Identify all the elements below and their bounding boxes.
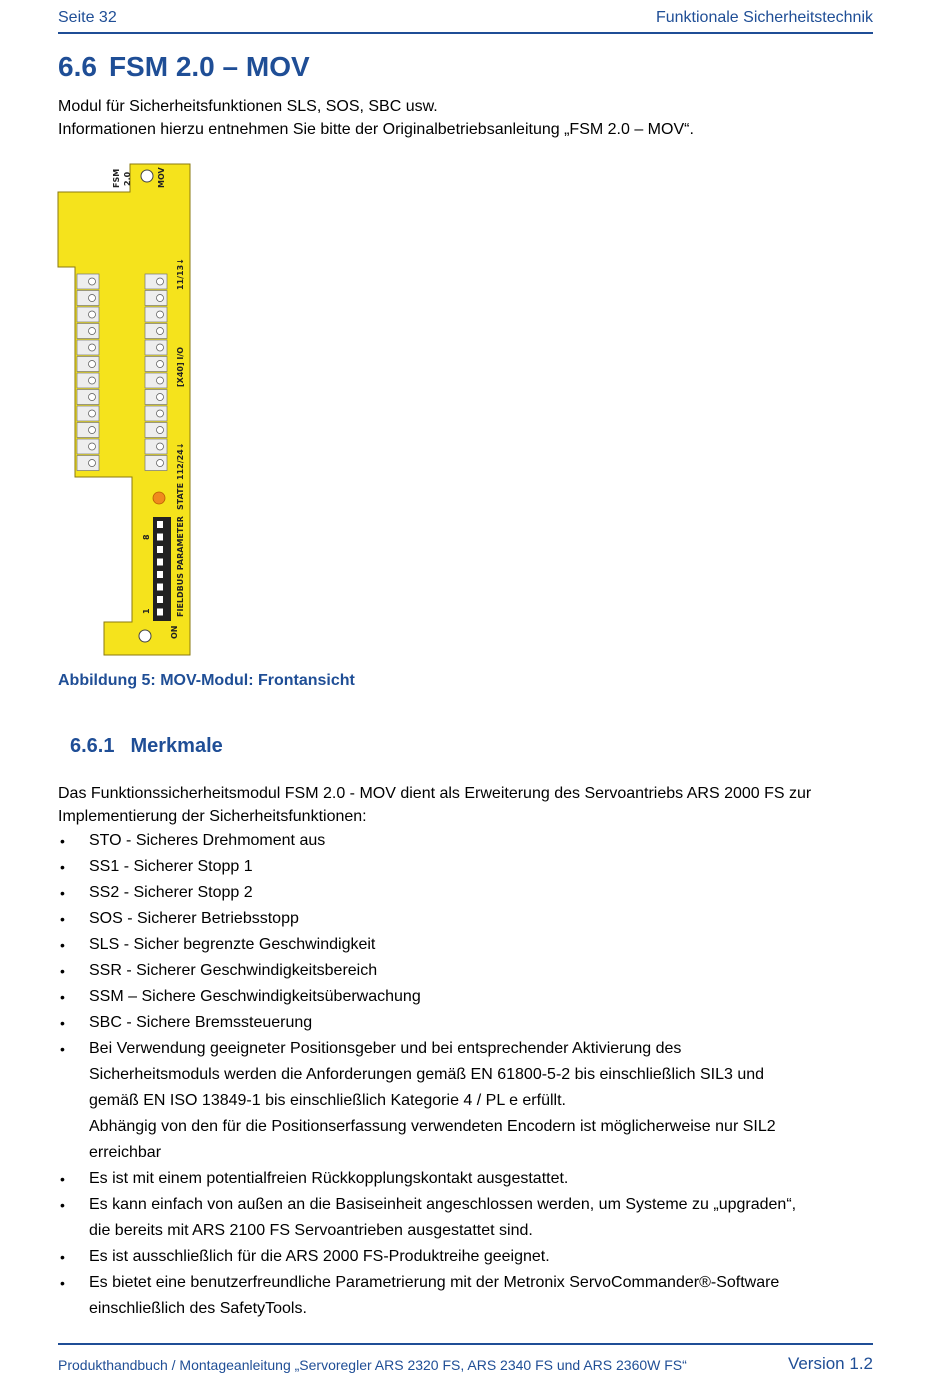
terminal-screw (89, 278, 96, 285)
feature-list-item (58, 984, 873, 1010)
terminal-screw (89, 377, 96, 384)
feature-line: SLS - Sicher begrenzte Geschwindigkeit (89, 936, 376, 953)
feature-list-item (58, 1010, 873, 1036)
feature-line: SS1 - Sicherer Stopp 1 (89, 858, 253, 875)
feature-line: SBC - Sichere Bremssteuerung (89, 1014, 313, 1031)
intro-line-2: Informationen hierzu entnehmen Sie bitte der Originalbetriebsanleitung „FSM 2.0 – MOV“. (58, 121, 694, 138)
terminal-screw (157, 460, 164, 467)
dip-high-label: 8 (142, 534, 151, 540)
terminal-screw (89, 328, 96, 335)
feature-list-item (58, 1166, 873, 1192)
section-title: FSM 2.0 – MOV (108, 51, 310, 82)
terminal-screw (89, 410, 96, 417)
dip-lever (157, 584, 163, 591)
on-label: ON (170, 625, 179, 639)
bullet-icon: • (60, 1275, 65, 1291)
bullet-icon: • (60, 1249, 65, 1265)
dip-low-label: 1 (142, 608, 151, 614)
feature-line: gemäß EN ISO 13849-1 bis einschließlich Kategorie 4 / PL e erfüllt. (89, 1092, 566, 1109)
dip-lever (157, 559, 163, 566)
page-number: Seite 32 (58, 9, 117, 26)
page-header (58, 9, 873, 31)
version-label: 2.0 (123, 171, 132, 186)
pins-bottom-label: 112/24↓ (176, 442, 185, 480)
bullet-icon: • (60, 963, 65, 979)
bullet-icon: • (60, 1041, 65, 1057)
figure-caption: Abbildung 5: MOV-Modul: Frontansicht (58, 672, 355, 689)
terminal-screw (157, 344, 164, 351)
terminal-screw (89, 394, 96, 401)
feature-list-item (58, 1192, 873, 1244)
subsection-title: Merkmale (130, 735, 223, 757)
header-divider (58, 32, 873, 34)
feature-line: Es ist mit einem potentialfreien Rückkopplungskontakt ausgestattet. (89, 1170, 569, 1187)
feature-line: Es bietet eine benutzerfreundliche Parametrierung mit der Metronix ServoCommander®-Software (89, 1274, 780, 1291)
x40-label: [X40] I/O (176, 346, 185, 387)
feature-line: SS2 - Sicherer Stopp 2 (89, 884, 253, 901)
feature-list-item (58, 906, 873, 932)
feature-line: SOS - Sicherer Betriebsstopp (89, 910, 299, 927)
subsection-number: 6.6.1 (70, 735, 115, 757)
terminal-screw (157, 394, 164, 401)
feature-line: STO - Sicheres Drehmoment aus (89, 832, 326, 849)
terminal-screw (157, 377, 164, 384)
terminal-screw (89, 443, 96, 450)
terminal-screw (89, 460, 96, 467)
pins-top-label: 11/13↓ (176, 258, 185, 290)
intro-line-1: Modul für Sicherheitsfunktionen SLS, SOS, SBC usw. (58, 98, 438, 115)
section-heading (58, 51, 310, 83)
chapter-title: Funktionale Sicherheitstechnik (655, 9, 873, 26)
state-label: STATE (176, 482, 185, 510)
terminal-screw (157, 311, 164, 318)
footer-version: Version 1.2 (787, 1354, 873, 1373)
terminal-screw (157, 443, 164, 450)
feature-list-item (58, 880, 873, 906)
intro-paragraph: Das Funktionssicherheitsmodul FSM 2.0 - MOV dient als Erweiterung des Servoantriebs ARS 2000 FS zur Implementierung der Sicherheitsfunktionen: (58, 785, 812, 825)
feature-list-item (58, 1270, 873, 1322)
footer-divider (58, 1343, 873, 1345)
state-led (153, 492, 165, 504)
bullet-icon: • (60, 937, 65, 953)
mov-label: MOV (157, 167, 166, 188)
dip-lever (157, 534, 163, 541)
feature-list-item (58, 1036, 873, 1166)
dip-lever (157, 521, 163, 528)
terminal-screw (157, 427, 164, 434)
subsection-heading (70, 735, 223, 758)
terminal-screw (157, 361, 164, 368)
feature-line: einschließlich des SafetyTools. (89, 1300, 307, 1317)
feature-line: die bereits mit ARS 2100 FS Servoantrieben ausgestattet sind. (89, 1222, 533, 1239)
terminal-screw (157, 328, 164, 335)
fsm-label: FSM (112, 168, 121, 188)
dip-lever (157, 609, 163, 616)
dip-lever (157, 546, 163, 553)
feature-line: Es ist ausschließlich für die ARS 2000 FS-Produktreihe geeignet. (89, 1248, 550, 1265)
terminal-screw (157, 410, 164, 417)
bullet-icon: • (60, 1197, 65, 1213)
dip-lever (157, 571, 163, 578)
dip-lever (157, 596, 163, 603)
feature-line: SSR - Sicherer Geschwindigkeitsbereich (89, 962, 378, 979)
bullet-icon: • (60, 885, 65, 901)
feature-line: Bei Verwendung geeigneter Positionsgeber und bei entsprechender Aktivierung des (89, 1040, 682, 1057)
fieldbus-label: FIELDBUS PARAMETER (176, 516, 185, 617)
bullet-icon: • (60, 833, 65, 849)
mounting-hole-top (141, 170, 153, 182)
feature-line: Sicherheitsmoduls werden die Anforderungen gemäß EN 61800-5-2 bis einschließlich SIL3 und (89, 1066, 765, 1083)
terminal-screw (157, 295, 164, 302)
feature-list-item (58, 854, 873, 880)
feature-list-item (58, 1244, 873, 1270)
feature-line: Abhängig von den für die Positionserfassung verwendeten Encodern ist möglicherweise nur SIL2 (89, 1118, 776, 1135)
mounting-hole-bottom (139, 630, 151, 642)
terminal-screw (89, 344, 96, 351)
terminal-screw (89, 361, 96, 368)
terminal-screw (89, 311, 96, 318)
feature-list-item (58, 932, 873, 958)
terminal-screw (89, 295, 96, 302)
bullet-icon: • (60, 1015, 65, 1031)
dip-switch (153, 517, 171, 621)
bullet-icon: • (60, 1171, 65, 1187)
feature-list-item (58, 828, 873, 854)
feature-list-item (58, 958, 873, 984)
section-number: 6.6 (58, 51, 97, 82)
bullet-icon: • (60, 859, 65, 875)
footer-document-title: Produkthandbuch / Montageanleitung „Servoregler ARS 2320 FS, ARS 2340 FS und ARS 2360W FS“ (58, 1357, 687, 1373)
bullet-icon: • (60, 989, 65, 1005)
mov-module-figure (57, 162, 192, 657)
feature-line: Es kann einfach von außen an die Basiseinheit angeschlossen werden, um Systeme zu „upgraden“, (89, 1196, 797, 1213)
terminal-screw (89, 427, 96, 434)
feature-list (58, 828, 873, 1322)
feature-line: SSM – Sichere Geschwindigkeitsüberwachung (89, 988, 421, 1005)
bullet-icon: • (60, 911, 65, 927)
terminal-screw (157, 278, 164, 285)
feature-line: erreichbar (89, 1144, 162, 1161)
